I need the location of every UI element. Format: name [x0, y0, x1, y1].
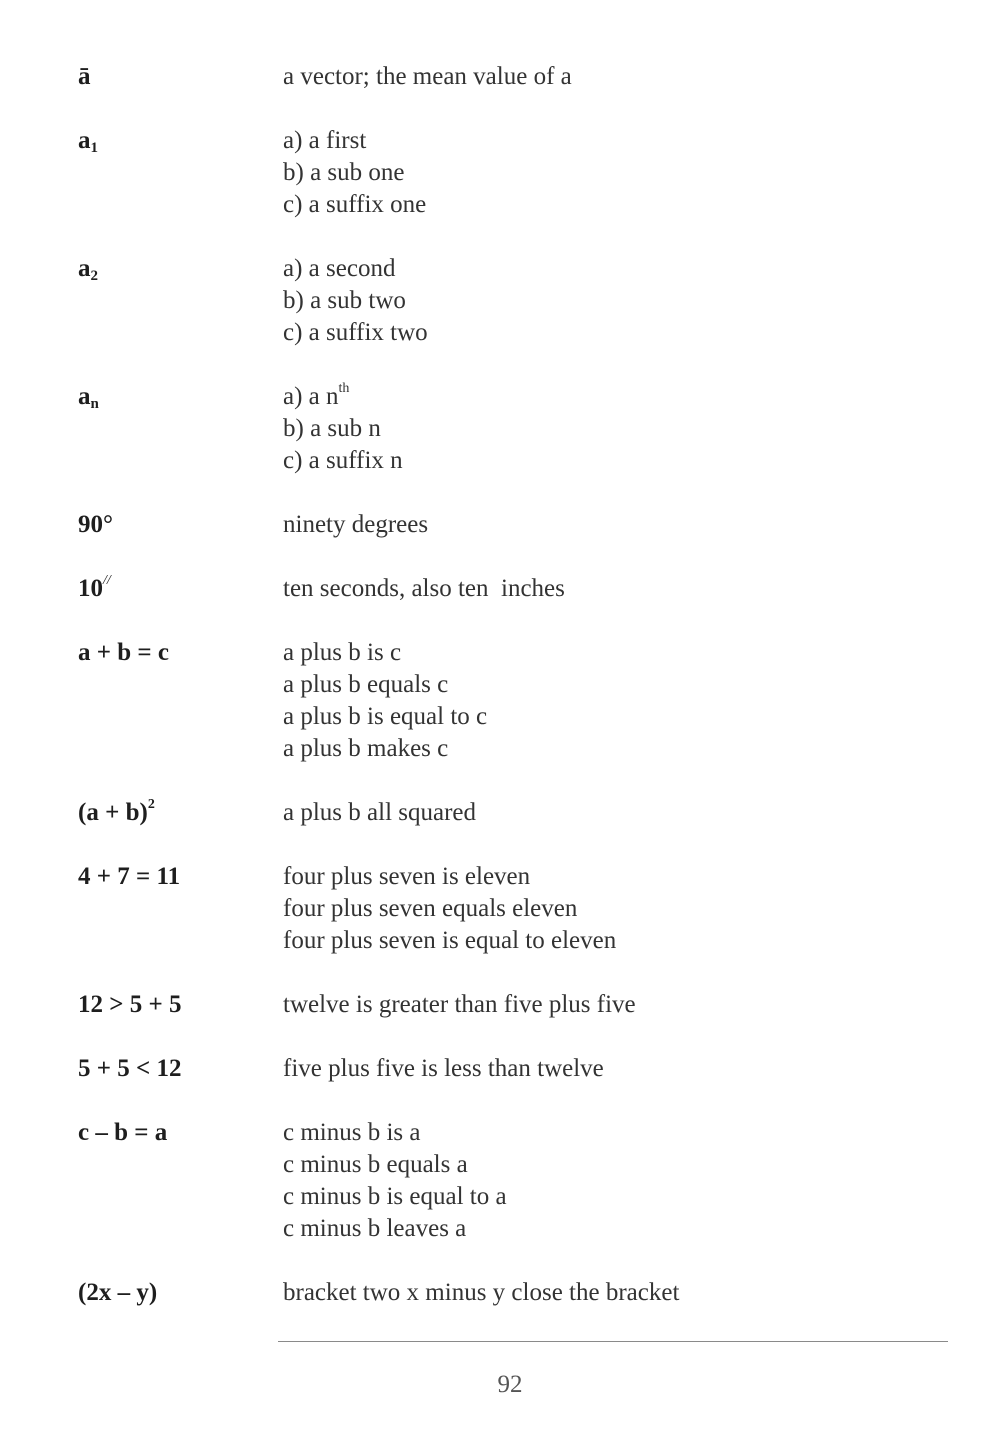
definition-line: a) a first — [283, 127, 367, 154]
definition-line: a vector; the mean value of a — [283, 63, 572, 90]
definition-line: c minus b equals a — [283, 1151, 468, 1178]
term-text: ā — [78, 63, 91, 90]
term-text: c – b = a — [78, 1119, 168, 1146]
definitions — [283, 253, 428, 349]
definition-line: c) a suffix one — [283, 191, 427, 218]
term-base: a — [78, 383, 91, 410]
definition-line: bracket two x minus y close the bracket — [283, 1279, 680, 1306]
term-text: 4 + 7 = 11 — [78, 863, 181, 890]
definition-line: four plus seven is eleven — [283, 863, 531, 890]
term-base: (a + b) — [78, 799, 148, 826]
term — [78, 637, 169, 669]
term-text: (2x – y) — [78, 1279, 158, 1306]
definition-line: b) a sub two — [283, 287, 406, 314]
definitions — [283, 125, 426, 221]
footer-divider — [278, 1341, 948, 1342]
term — [78, 1117, 167, 1149]
term-text: a + b = c — [78, 639, 169, 666]
definition-line: c minus b is a — [283, 1119, 421, 1146]
term — [78, 381, 99, 413]
definition-line: a plus b makes c — [283, 735, 449, 762]
term-text: 90° — [78, 511, 113, 538]
term — [78, 253, 98, 285]
definitions — [283, 573, 565, 605]
term-base: a — [78, 127, 91, 154]
term — [78, 861, 180, 893]
definition-line: c) a suffix two — [283, 319, 428, 346]
definitions — [283, 61, 572, 93]
definition-line: c) a suffix n — [283, 447, 403, 474]
definition-line — [283, 381, 403, 413]
term-subscript: 2 — [90, 268, 98, 284]
definition-line: a plus b is equal to c — [283, 703, 488, 730]
term-text: 12 > 5 + 5 — [78, 991, 182, 1018]
term-subscript: 1 — [90, 140, 98, 156]
term — [78, 125, 98, 157]
definition-line: five plus five is less than twelve — [283, 1055, 604, 1082]
term — [78, 989, 182, 1021]
definition-base: a) a n — [283, 383, 339, 410]
definition-line: a) a second — [283, 255, 396, 282]
definition-line: twelve is greater than five plus five — [283, 991, 636, 1018]
term — [78, 61, 91, 93]
term-text: 5 + 5 < 12 — [78, 1055, 182, 1082]
definitions — [283, 861, 616, 957]
definition-line: a plus b is c — [283, 639, 402, 666]
definition-line: ninety degrees — [283, 511, 429, 538]
definitions — [283, 381, 403, 477]
definition-line: c minus b is equal to a — [283, 1183, 507, 1210]
definition-line: c minus b leaves a — [283, 1215, 467, 1242]
definitions — [283, 797, 476, 829]
term — [78, 797, 155, 829]
definition-line: b) a sub n — [283, 415, 381, 442]
term-subscript: n — [90, 396, 99, 412]
term-base: 10 — [78, 575, 103, 602]
definition-line: ten seconds, also ten inches — [283, 575, 565, 602]
term — [78, 1053, 182, 1085]
definitions — [283, 509, 428, 541]
term — [78, 1277, 157, 1309]
term — [78, 573, 111, 605]
definitions — [283, 989, 636, 1021]
term-superscript: 2 — [147, 797, 155, 812]
definition-line: a plus b equals c — [283, 671, 449, 698]
definition-line: a plus b all squared — [283, 799, 477, 826]
definition-line: four plus seven is equal to eleven — [283, 927, 617, 954]
definitions — [283, 1117, 507, 1245]
definition-line: b) a sub one — [283, 159, 405, 186]
definition-line: four plus seven equals eleven — [283, 895, 578, 922]
definitions — [283, 637, 487, 765]
definition-superscript: th — [338, 381, 350, 396]
definitions — [283, 1053, 604, 1085]
term-superscript: // — [103, 573, 111, 588]
definitions — [283, 1277, 679, 1309]
term-base: a — [78, 255, 91, 282]
term — [78, 509, 113, 541]
page-number: 92 — [497, 1371, 523, 1398]
